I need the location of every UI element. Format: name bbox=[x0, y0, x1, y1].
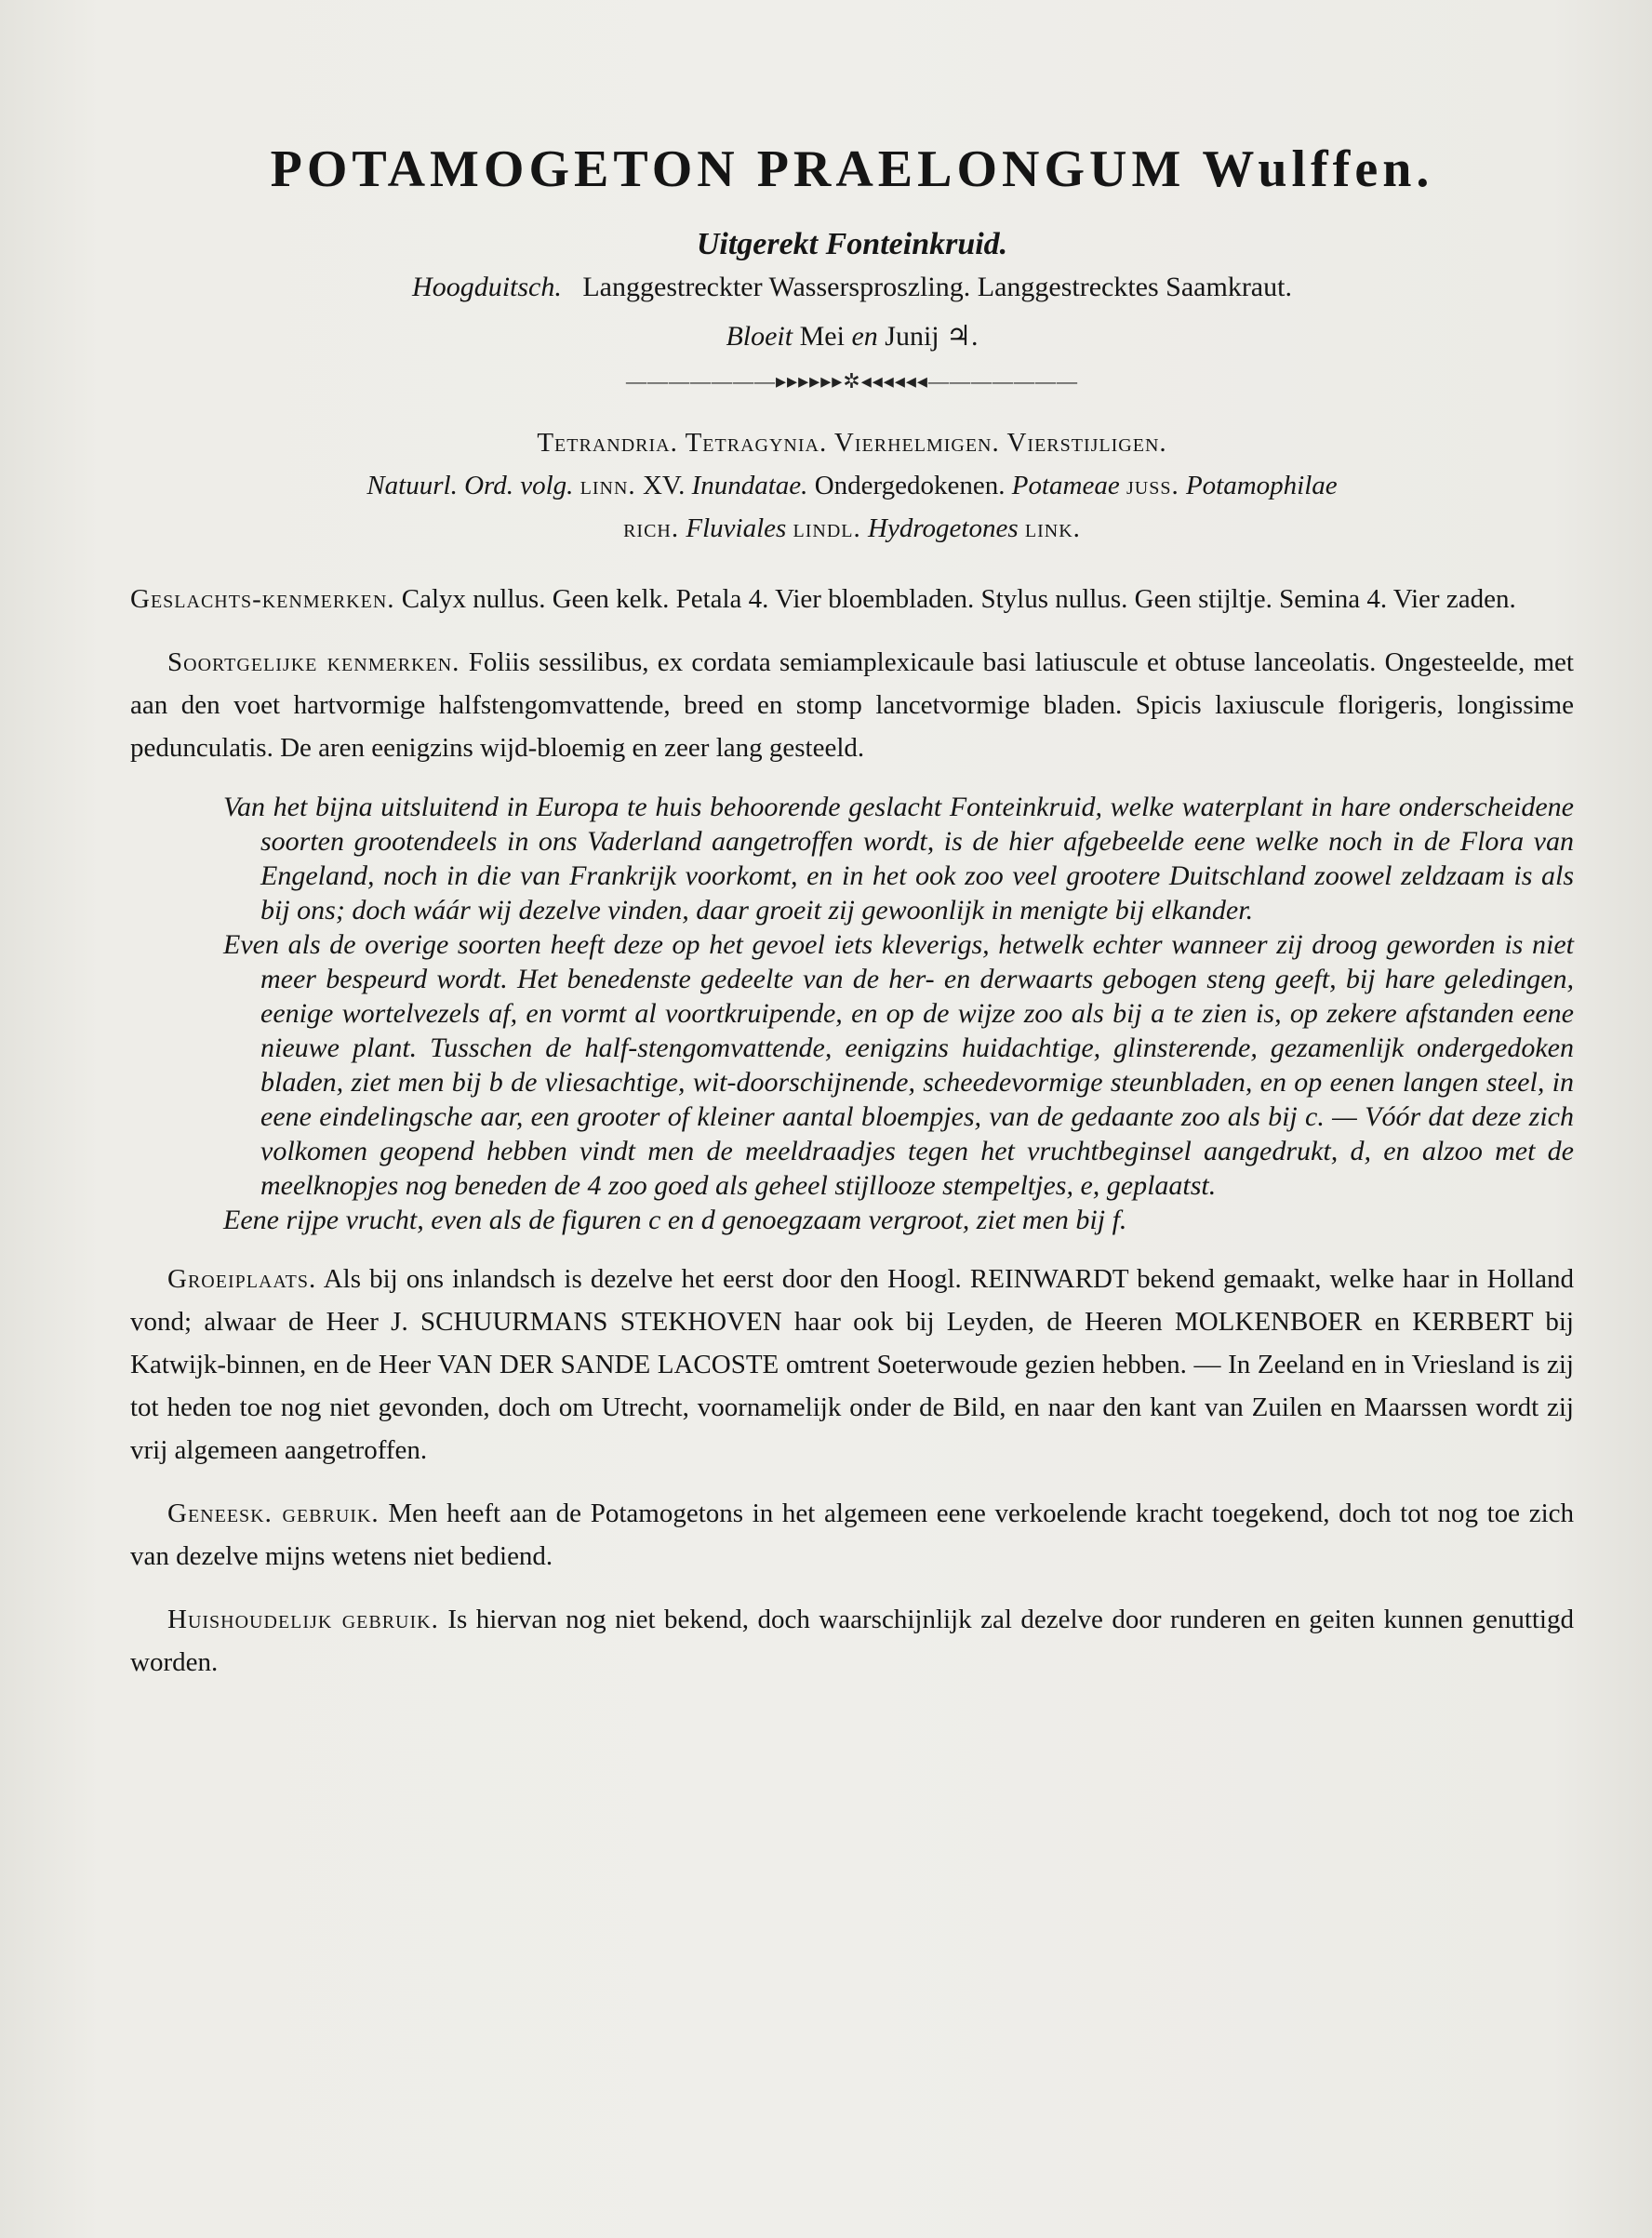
flowering-label: Bloeit bbox=[726, 321, 793, 352]
fluviales: Fluviales bbox=[686, 513, 787, 543]
habitat-section bbox=[130, 1258, 1574, 1472]
page-title: POTAMOGETON PRAELONGUM Wulffen. bbox=[270, 140, 1434, 198]
household-use-section bbox=[130, 1598, 1574, 1684]
lindl-abbr: lindl. bbox=[793, 513, 861, 543]
link-abbr: link. bbox=[1024, 513, 1081, 543]
linnaean-class-line: Tetrandria. Tetragynia. Vierhelmigen. Vierstijligen. bbox=[537, 428, 1167, 458]
genus-characters bbox=[130, 578, 1574, 620]
ornament-divider: ———————▸▸▸▸▸▸✲◂◂◂◂◂◂——————— bbox=[626, 369, 1078, 393]
potameae: Potameae bbox=[1011, 471, 1120, 500]
species-text: Foliis sessilibus, ex cordata semiamplexicaule basi latiuscule et obtuse lanceolatis. Ongesteelde, met aan den voet hartvormige halfstengomvattende, breed en stomp lancetvormige bladen. Spicis laxiuscule florigeris, longissime pedunculatis. De aren eenigzins wijd-bloemig en zeer lang gesteeld. bbox=[130, 647, 1574, 763]
german-label: Hoogduitsch. bbox=[412, 272, 562, 302]
juss-abbr: juss. bbox=[1126, 471, 1179, 500]
flowering-en: en bbox=[851, 321, 878, 352]
genus-label: Geslachts-kenmerken. bbox=[130, 584, 395, 614]
medicinal-text: Men heeft aan de Potamogetons in het algemeen eene verkoelende kracht toegekend, doch tot nog toe zich van dezelve mijns wetens niet bediend. bbox=[130, 1499, 1574, 1571]
german-names-line bbox=[130, 272, 1574, 303]
order-number: XV. bbox=[642, 471, 686, 500]
flowering-month2: Junij bbox=[885, 321, 939, 352]
rich-abbr: rich. bbox=[623, 513, 680, 543]
dutch-name: Uitgerekt Fonteinkruid. bbox=[696, 227, 1008, 261]
perennial-symbol: ♃. bbox=[946, 321, 979, 352]
description-paragraph-3: Eene rijpe vrucht, even als de figuren c en d genoegzaam vergroot, ziet men bij f. bbox=[223, 1205, 1127, 1235]
household-text: Is hiervan nog niet bekend, doch waarschijnlijk zal dezelve door runderen en geiten kunnen genuttigd worden. bbox=[130, 1605, 1574, 1677]
habitat-text: Als bij ons inlandsch is dezelve het eerst door den Hoogl. REINWARDT bekend gemaakt, welke haar in Holland vond; alwaar de Heer J. SCHUURMANS STEKHOVEN haar ook bij Leyden, de Heeren MOLKENBOER en KERBERT bij Katwijk-binnen, en de Heer VAN DER SANDE LACOSTE omtrent Soeterwoude gezien hebben. — In Zeeland en in Vriesland is zij tot heden toe nog niet gevonden, doch om Utrecht, voornamelijk onder de Bild, en naar den kant van Zuilen en Maarssen wordt zij vrij algemeen aangetroffen. bbox=[130, 1264, 1574, 1465]
potamophilae: Potamophilae bbox=[1185, 471, 1338, 500]
household-label: Huishoudelijk gebruik. bbox=[167, 1605, 439, 1634]
medicinal-use-section bbox=[130, 1492, 1574, 1578]
hydrogetones: Hydrogetones bbox=[868, 513, 1019, 543]
genus-text: Calyx nullus. Geen kelk. Petala 4. Vier bloembladen. Stylus nullus. Geen stijltje. Semina 4. Vier zaden. bbox=[401, 584, 1516, 614]
species-characters bbox=[130, 641, 1574, 769]
natural-order-line-2 bbox=[130, 507, 1574, 550]
habitat-label: Groeiplaats. bbox=[167, 1264, 317, 1294]
medicinal-label: Geneesk. gebruik. bbox=[167, 1499, 380, 1528]
description-paragraph-2: Even als de overige soorten heeft deze op het gevoel iets kleverigs, hetwelk echter wanneer zij droog geworden is niet meer bespeurd wordt. Het benedenste gedeelte van de her- en derwaarts gebogen steng geeft, bij hare geledingen, eenige wortelvezels af, en vormt al voortkruipende, en op de wijze zoo als bij a te zien is, op zekere afstanden eene nieuwe plant. Tusschen de half-stengomvattende, eenigzins huidachtige, glinsterende, gezamenlijk ondergedoken bladen, ziet men bij b de vliesachtige, wit-doorschijnende, scheedevormige steunbladen, en op eenen langen steel, in eene eindelingsche aar, een grooter of kleiner aantal bloempjes, van de gedaante zoo als bij c. — Vóór dat deze zich volkomen geopend hebben vindt men de meeldraadjes tegen het vruchtbeginsel aangedrukt, d, en alzoo met de meelknopjes nog beneden de 4 zoo goed als geheel stijllooze stempeltjes, e, geplaatst. bbox=[223, 929, 1574, 1201]
natural-order-label: Natuurl. Ord. volg. bbox=[366, 471, 574, 500]
ondergedokenen: Ondergedokenen. bbox=[814, 471, 1006, 500]
page-content bbox=[130, 140, 1574, 1684]
natural-order-line bbox=[130, 464, 1574, 507]
flowering-month: Mei bbox=[799, 321, 845, 352]
linn-abbr: linn. bbox=[580, 471, 636, 500]
description-paragraph-1: Van het bijna uitsluitend in Europa te huis behoorende geslacht Fonteinkruid, welke waterplant in hare onderscheidene soorten grootendeels in ons Vaderland aangetroffen wordt, is de hier afgebeelde eene welke noch in de Flora van Engeland, noch in die van Frankrijk voorkomt, en in het ook zoo veel grootere Duitschland zoowel zeldzaam is als bij ons; doch wáár wij dezelve vinden, daar groeit zij gewoonlijk in menigte bij elkander. bbox=[223, 792, 1574, 926]
flowering-line bbox=[130, 320, 1574, 353]
species-label: Soortgelijke kenmerken. bbox=[167, 647, 460, 677]
inundatae: Inundatae. bbox=[691, 471, 808, 500]
german-names: Langgestreckter Wassersproszling. Langgestrecktes Saamkraut. bbox=[582, 272, 1292, 302]
